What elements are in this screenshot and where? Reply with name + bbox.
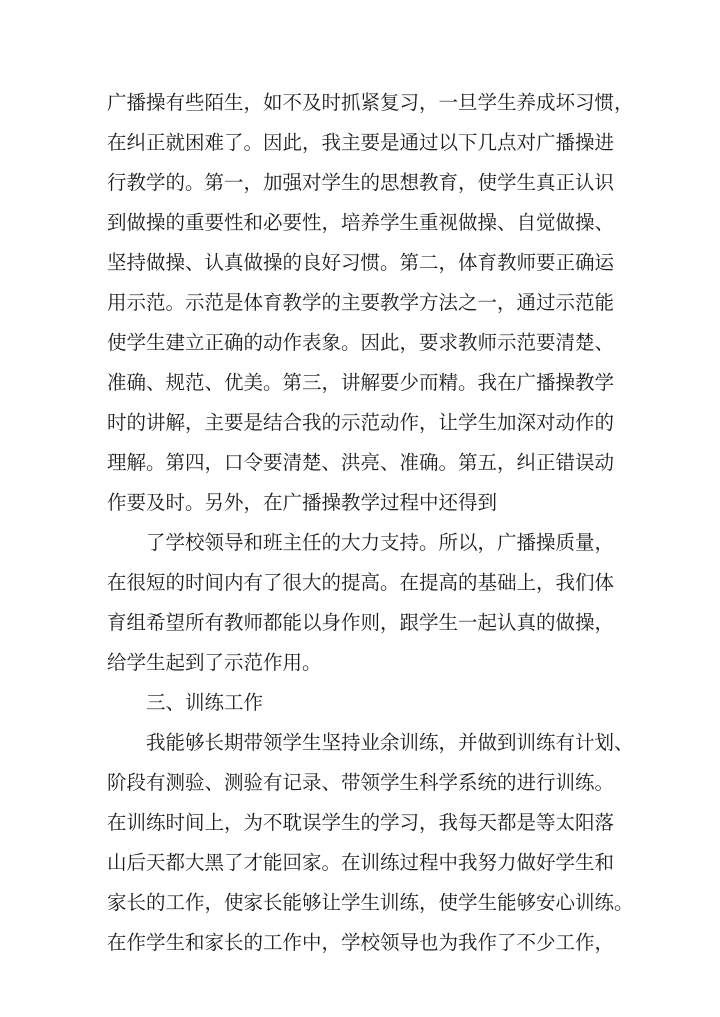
section-heading: 三、训练工作 — [146, 691, 264, 714]
text-line-10: 理解。第四，口令要清楚、洪亮、准确。第五，纠正错误动 — [107, 451, 615, 474]
text-line-13: 在很短的时间内有了很大的提高。在提高的基础上，我们体 — [107, 571, 615, 594]
text-line-19: 在训练时间上，为不耽误学生的学习，我每天都是等太阳落 — [107, 811, 615, 834]
text-line-3: 行教学的。第一，加强对学生的思想教育，使学生真正认识 — [107, 171, 615, 194]
text-line-9: 时的讲解，主要是结合我的示范动作，让学生加深对动作的 — [107, 411, 615, 434]
text-line-6: 用示范。示范是体育教学的主要教学方法之一，通过示范能 — [107, 291, 615, 314]
text-line-18: 阶段有测验、测验有记录、带领学生科学系统的进行训练。 — [107, 771, 615, 794]
text-line-12: 了学校领导和班主任的大力支持。所以，广播操质量， — [146, 531, 615, 554]
text-line-7: 使学生建立正确的动作表象。因此，要求教师示范要清楚、 — [107, 331, 615, 354]
text-line-1: 广播操有些陌生，如不及时抓紧复习，一旦学生养成坏习惯， — [107, 91, 634, 114]
text-line-21: 家长的工作，使家长能够让学生训练，使学生能够安心训练。 — [107, 891, 634, 914]
text-line-8: 准确、规范、优美。第三，讲解要少而精。我在广播操教学 — [107, 371, 615, 394]
text-line-15: 给学生起到了示范作用。 — [107, 651, 322, 674]
text-line-4: 到做操的重要性和必要性，培养学生重视做操、自觉做操、 — [107, 211, 615, 234]
text-line-20: 山后天都大黑了才能回家。在训练过程中我努力做好学生和 — [107, 851, 615, 874]
text-line-5: 坚持做操、认真做操的良好习惯。第二，体育教师要正确运 — [107, 251, 615, 274]
text-line-2: 在纠正就困难了。因此，我主要是通过以下几点对广播操进 — [107, 131, 615, 154]
text-line-17: 我能够长期带领学生坚持业余训练，并做到训练有计划、 — [146, 731, 634, 754]
text-line-22: 在作学生和家长的工作中，学校领导也为我作了不少工作， — [107, 931, 615, 954]
text-line-14: 育组希望所有教师都能以身作则，跟学生一起认真的做操， — [107, 611, 615, 634]
text-line-11: 作要及时。另外，在广播操教学过程中还得到 — [107, 491, 498, 514]
